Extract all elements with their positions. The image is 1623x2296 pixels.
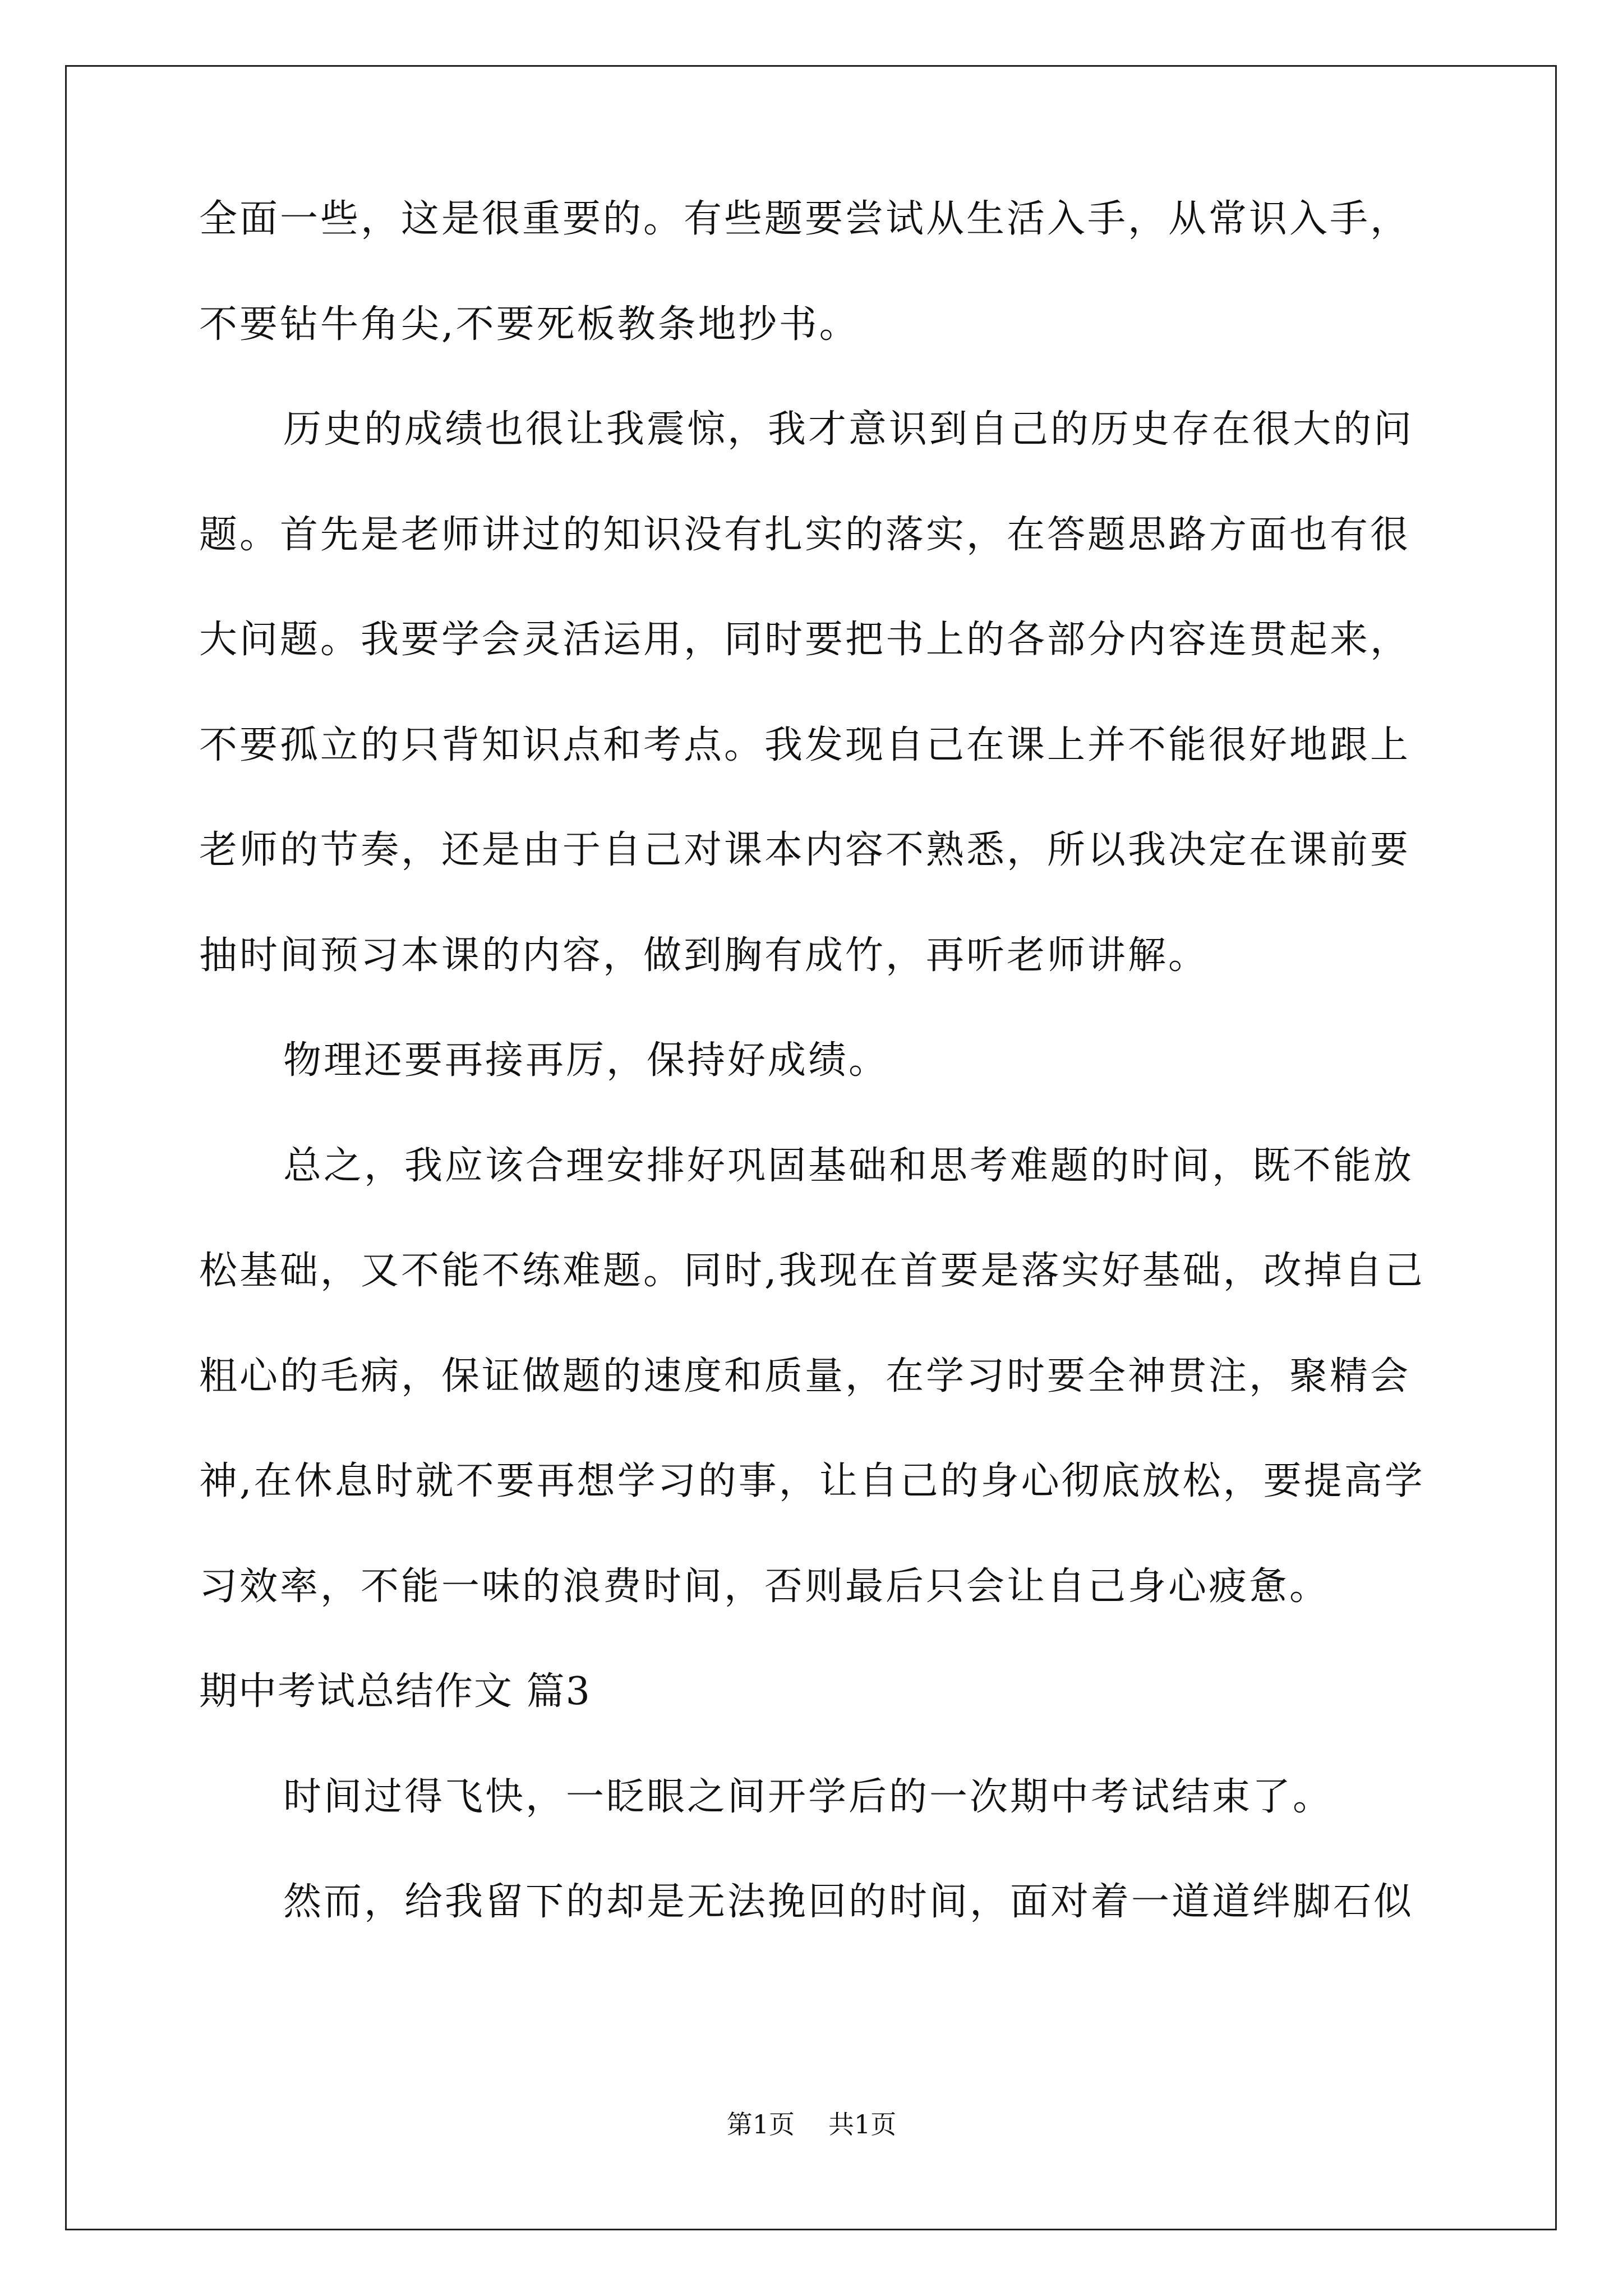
- text-line: 松基础，又不能不练难题。同时,我现在首要是落实好基础，改掉自己: [199, 1249, 1425, 1293]
- text-line: 老师的节奏，还是由于自己对课本内容不熟悉，所以我决定在课前要: [199, 828, 1411, 872]
- text-line: 粗心的毛病，保证做题的速度和质量，在学习时要全神贯注，聚精会: [199, 1354, 1411, 1398]
- paragraph-start: 总之，我应该合理安排好巩固基础和思考难题的时间，既不能放: [283, 1143, 1414, 1188]
- page-number: 第1页: [726, 2109, 795, 2139]
- text-line: 题。首先是老师讲过的知识没有扎实的落实，在答题思路方面也有很: [199, 512, 1411, 557]
- page-total: 共1页: [828, 2109, 897, 2139]
- text-line: 大问题。我要学会灵活运用，同时要把书上的各部分内容连贯起来，: [199, 618, 1411, 662]
- text-line: 神,在休息时就不要再想学习的事，让自己的身心彻底放松，要提高学: [199, 1459, 1425, 1503]
- document-body: [199, 199, 1433, 1987]
- section-heading: 期中考试总结作文 篇3: [199, 1669, 591, 1714]
- page-footer: [0, 2110, 1623, 2138]
- text-line: 习效率，不能一味的浪费时间，否则最后只会让自己身心疲惫。: [199, 1564, 1330, 1609]
- paragraph-start: 然而，给我留下的却是无法挽回的时间，面对着一道道绊脚石似: [283, 1880, 1414, 1924]
- text-line: 不要钻牛角尖,不要死板教条地抄书。: [199, 302, 860, 347]
- paragraph-start: 历史的成绩也很让我震惊，我才意识到自己的历史存在很大的问: [283, 407, 1414, 452]
- paragraph-start: 物理还要再接再厉，保持好成绩。: [283, 1038, 889, 1083]
- text-line: 全面一些，这是很重要的。有些题要尝试从生活入手，从常识入手，: [199, 197, 1411, 241]
- text-line: 抽时间预习本课的内容，做到胸有成竹，再听老师讲解。: [199, 933, 1209, 978]
- text-line: 不要孤立的只背知识点和考点。我发现自己在课上并不能很好地跟上: [199, 723, 1411, 767]
- paragraph-start: 时间过得飞快，一眨眼之间开学后的一次期中考试结束了。: [283, 1774, 1334, 1819]
